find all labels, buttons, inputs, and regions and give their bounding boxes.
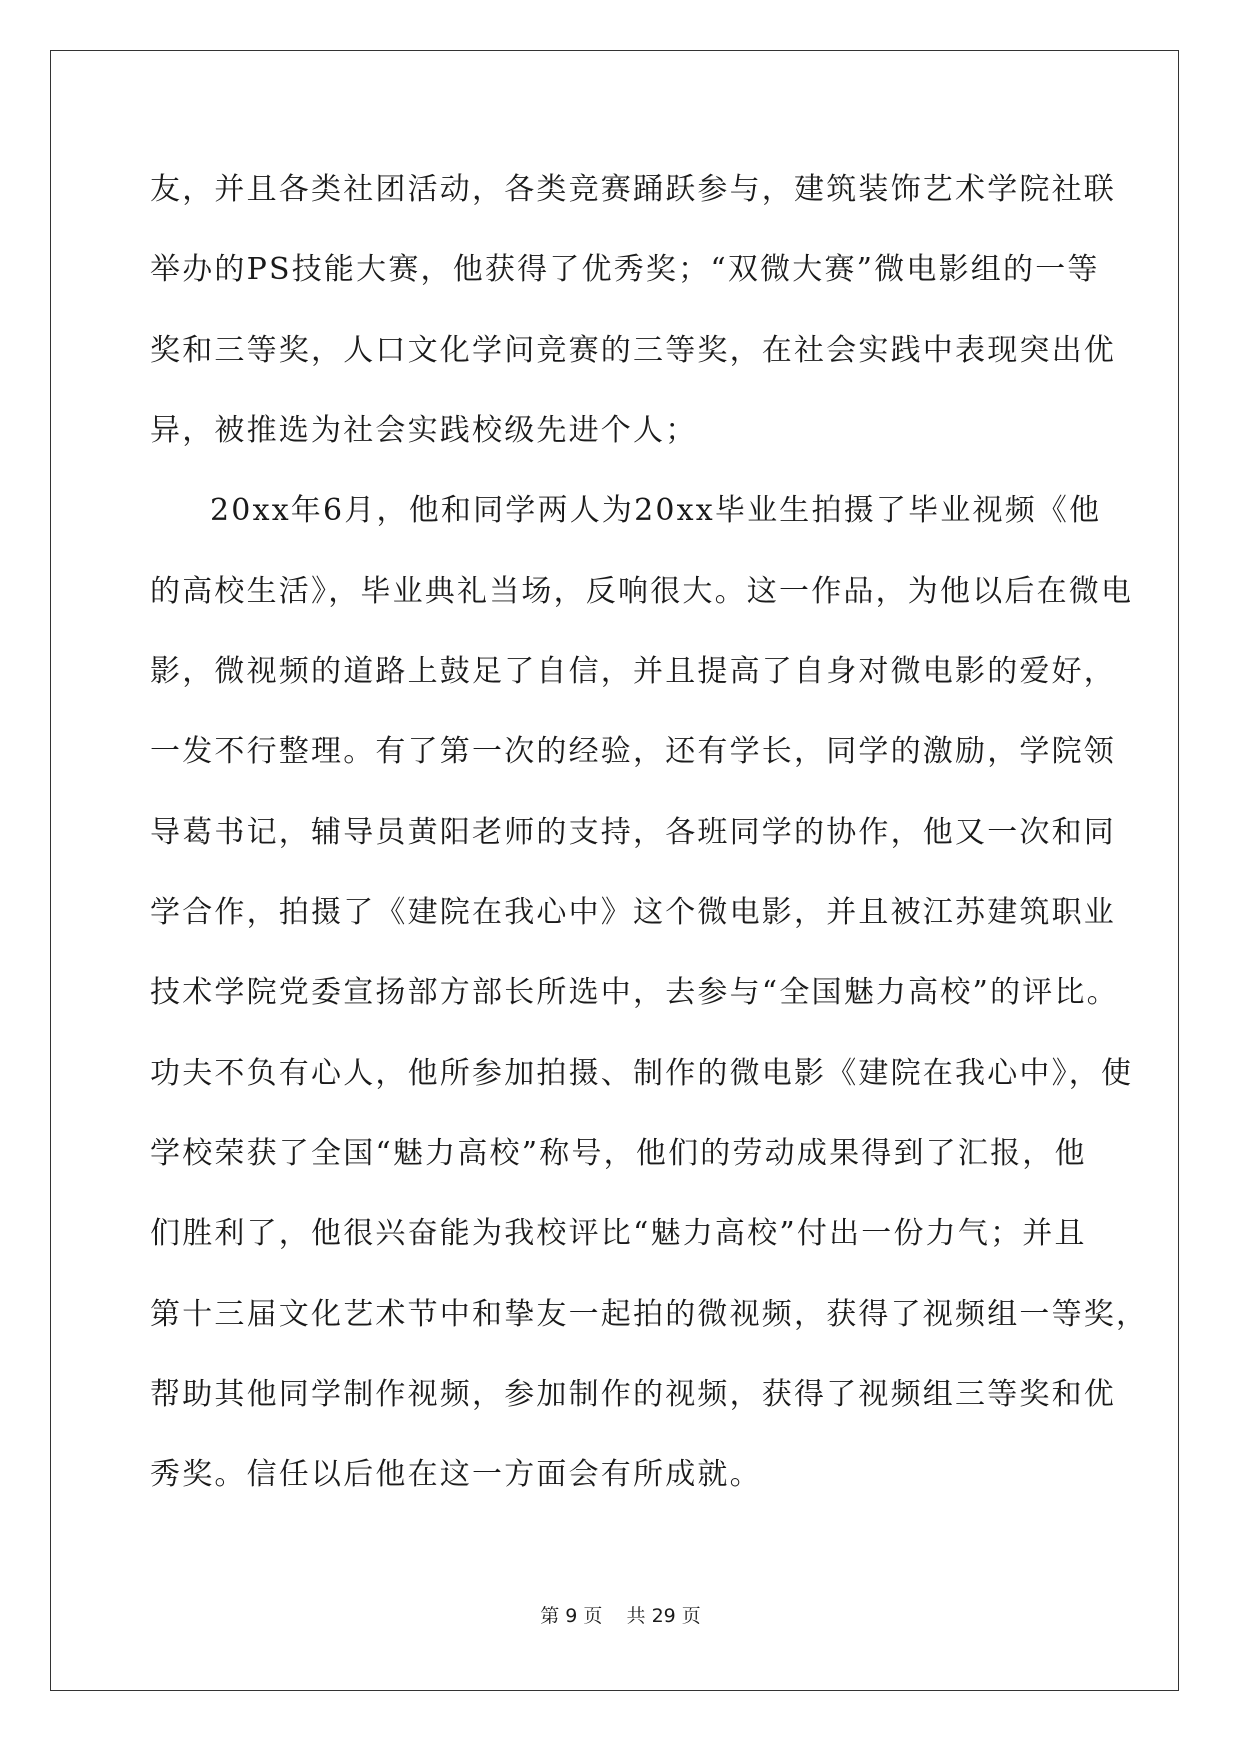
text-line: 的高校生活》，毕业典礼当场，反响很大。这一作品，为他以后在微电 xyxy=(150,574,1134,609)
page-footer xyxy=(0,1601,1241,1628)
text-line: 第十三届文化艺术节中和挚友一起拍的微视频，获得了视频组一等奖， xyxy=(150,1297,1149,1332)
text-line: 功夫不负有心人，他所参加拍摄、制作的微电影《建院在我心中》，使 xyxy=(150,1056,1134,1091)
text-line: 们胜利了，他很兴奋能为我校评比“魅力高校”付出一份力气；并且 xyxy=(150,1216,1087,1251)
text-line: 学校荣获了全国“魅力高校”称号，他们的劳动成果得到了汇报，他 xyxy=(150,1136,1087,1171)
text-line: 技术学院党委宣扬部方部长所选中，去参与“全国魅力高校”的评比。 xyxy=(150,975,1119,1010)
page-border xyxy=(50,50,1179,1691)
text-line: 友，并且各类社团活动，各类竞赛踊跃参与，建筑装饰艺术学院社联 xyxy=(150,172,1116,207)
text-line: 影，微视频的道路上鼓足了自信，并且提高了自身对微电影的爱好， xyxy=(150,654,1116,689)
text-line: 帮助其他同学制作视频，参加制作的视频，获得了视频组三等奖和优 xyxy=(150,1377,1116,1412)
page-total: 共 29 页 xyxy=(626,1605,701,1627)
text-line: 学合作，拍摄了《建院在我心中》这个微电影，并且被江苏建筑职业 xyxy=(150,895,1116,930)
paragraph-first-line: 20xx年6月，他和同学两人为20xx毕业生拍摄了毕业视频《他 xyxy=(210,493,1102,528)
text-line: 一发不行整理。有了第一次的经验，还有学长，同学的激励，学院领 xyxy=(150,734,1116,769)
text-line: 导葛书记，辅导员黄阳老师的支持，各班同学的协作，他又一次和同 xyxy=(150,815,1116,850)
text-line: 异，被推选为社会实践校级先进个人； xyxy=(150,413,698,448)
text-line: 举办的PS技能大赛，他获得了优秀奖；“双微大赛”微电影组的一等 xyxy=(150,252,1100,287)
text-line: 奖和三等奖，人口文化学问竞赛的三等奖，在社会实践中表现突出优 xyxy=(150,333,1116,368)
text-line: 秀奖。信任以后他在这一方面会有所成就。 xyxy=(150,1457,762,1492)
page-number: 第 9 页 xyxy=(540,1605,603,1627)
